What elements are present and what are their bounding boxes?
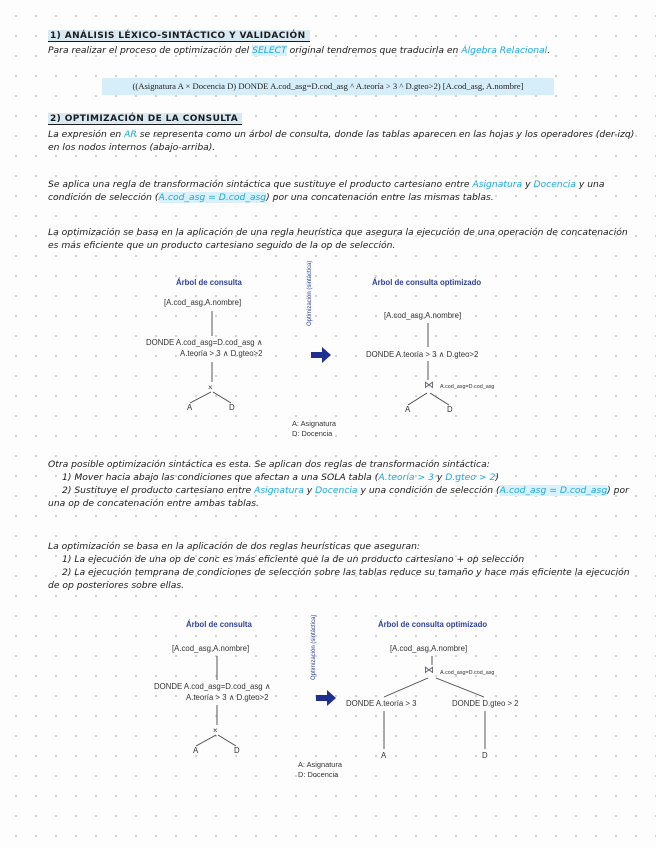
d1-left-edge-a [190, 392, 211, 403]
p2-text-a: Se aplica una regla de transformación sintáctica que sustituye el producto cartesiano entre [48, 179, 473, 190]
relational-algebra-formula: ((Asignatura A × Docencia D) DONDE A.cod_asg=D.cod_asg ^ A.teoría > 3 ^ D.gteo>2) [A.cod_asg, A.nombre] [102, 78, 554, 95]
p4-1e: ) [495, 472, 499, 483]
p5-intro: La optimización se basa en la aplicación de dos reglas heurísticas que aseguran: [48, 541, 421, 552]
gteo-condition: D.gteo > 2 [445, 472, 496, 483]
diagram2-right-leaf-d: D [482, 751, 488, 760]
diagram1-legend-a: A: Asignatura [292, 419, 336, 428]
diagram1-right-leaf-d: D [447, 405, 453, 414]
docencia-term-2: Docencia [315, 485, 358, 496]
diagram1-left-projection: [A.cod_asg,A.nombre] [164, 298, 242, 307]
p4-2c: y [303, 485, 316, 496]
diagram1-join-symbol: ⋈ [424, 380, 434, 391]
diagram2-join-symbol: ⋈ [424, 665, 434, 676]
diagram2-arrow-label: Optimización (sintáctica) [311, 614, 317, 680]
diagram1-left-title: Árbol de consulta [176, 278, 242, 287]
d2-right-edge-join-a [384, 678, 428, 697]
asignatura-term: Asignatura [472, 179, 523, 190]
diagram2-right-where-a: DONDE A.teoría > 3 [346, 699, 417, 708]
section1-text-c: . [547, 45, 551, 56]
diagram2-legend-a: A: Asignatura [298, 760, 342, 769]
p2-text-d: ) por una concatenación entre las mismas tablas. [266, 192, 494, 203]
diagram2-right-title: Árbol de consulta optimizado [378, 620, 488, 629]
diagram2-left-title: Árbol de consulta [186, 620, 252, 629]
diagram2-legend-d: D: Docencia [298, 770, 339, 779]
d2-left-edge-a [196, 735, 216, 746]
diagram1-right-where: DONDE A.teoría > 3 ∧ D.gteo>2 [366, 350, 479, 359]
diagram2-left-where-1: DONDE A.cod_asg=D.cod_asg ∧ [154, 682, 271, 691]
diagram2-join-condition: A.cod_asg=D.cod_asg [440, 670, 495, 676]
diagram1-right-projection: [A.cod_asg,A.nombre] [384, 311, 462, 320]
section1-text-a: Para realizar el proceso de optimización del [48, 45, 253, 56]
section1-heading: 1) ANÁLISIS LÉXICO-SINTÁCTICO Y VALIDACIÓN [48, 30, 310, 42]
d2-left-edge-d [218, 735, 236, 746]
p2-text-c: y una condición de selección ( [48, 179, 605, 203]
diagram1-left-where-1: DONDE A.cod_asg=D.cod_asg ∧ [146, 338, 263, 347]
diagram1-arrow-label: Optimización (sintáctica) [307, 260, 313, 326]
diagram2-left-where-2: A.teoría > 3 ∧ D.gteo>2 [186, 693, 269, 702]
diagram1-left-leaf-d: D [229, 403, 235, 412]
teoria-condition: A.teoría > 3 [378, 472, 434, 483]
p4-1a: 1) Mover hacia abajo las condiciones que afectan a una SOLA tabla ( [62, 472, 379, 483]
p4-2e: y una condición de selección ( [357, 485, 500, 496]
p4-1c: y [433, 472, 446, 483]
section1-text-b: original tendremos que traducirla en [286, 45, 462, 56]
d2-right-edge-join-d [436, 678, 484, 697]
diagram1-legend-d: D: Docencia [292, 429, 333, 438]
p5-rule-2: 2) La ejecución temprana de condiciones de selección sobre las tablas reduce su tamaño y hace más eficiente la ejecución de op posteriores sobre ellas. [48, 567, 630, 591]
diagram2-left-leaf-a: A [193, 746, 199, 755]
ar-term: AR [124, 129, 137, 140]
diagram1-right-title: Árbol de consulta optimizado [372, 278, 482, 287]
join-condition-term: A.cod_asg = D.cod_asg [158, 192, 267, 203]
p4-intro: Otra posible optimización sintáctica es esta. Se aplican dos reglas de transformación sintáctica: [48, 459, 490, 470]
diagram2-right-leaf-a: A [381, 751, 387, 760]
p4-2a: 2) Sustituye el producto cartesiano entre [62, 485, 255, 496]
p4-2g: ) por una op de concatenación entre ambas tablas. [48, 485, 629, 509]
diagram2-left-leaf-d: D [234, 746, 240, 755]
d1-right-edge-d [430, 393, 449, 405]
diagram2-right-projection: [A.cod_asg,A.nombre] [390, 644, 468, 653]
p1-text-b: se representa como un árbol de consulta, donde las tablas aparecen en las hojas y los operadores (der-izq) en los nodos internos (abajo-arriba). [48, 129, 635, 153]
diagram1-left-product: × [208, 383, 213, 392]
join-condition-term-2: A.cod_asg = D.cod_asg [499, 485, 608, 496]
paragraph-heuristic-rule: La optimización se basa en la aplicación de una regla heurística que asegura la ejecución de una operación de concatenación es más eficiente que un producto cartesiano seguido de la op de selección. [48, 227, 628, 251]
diagram2-left-product: × [213, 726, 218, 735]
diagram2-right-where-d: DONDE D.gteo > 2 [452, 699, 519, 708]
section2-heading: 2) OPTIMIZACIÓN DE LA CONSULTA [48, 113, 242, 125]
d1-left-edge-d [213, 392, 231, 403]
p2-text-b: y [522, 179, 534, 190]
d1-optimization-arrow-icon [311, 347, 331, 363]
d1-right-edge-a [408, 393, 427, 405]
select-keyword: SELECT [252, 45, 287, 56]
diagram1-right-leaf-a: A [405, 405, 411, 414]
diagram1-left-leaf-a: A [187, 403, 193, 412]
asignatura-term-2: Asignatura [254, 485, 304, 496]
d2-optimization-arrow-icon [316, 690, 336, 706]
algebra-relacional-term: Álgebra Relacional [461, 45, 548, 56]
docencia-term: Docencia [533, 179, 576, 190]
p5-rule-1: 1) La ejecución de una op de conc es más eficiente que la de un producto cartesiano + op selección [62, 554, 525, 565]
diagram1-left-where-2: A.teoría > 3 ∧ D.gteo>2 [180, 349, 263, 358]
p1-text-a: La expresión en [48, 129, 125, 140]
diagram2-left-projection: [A.cod_asg,A.nombre] [172, 644, 250, 653]
diagram1-join-condition: A.cod_asg=D.cod_asg [440, 384, 495, 390]
